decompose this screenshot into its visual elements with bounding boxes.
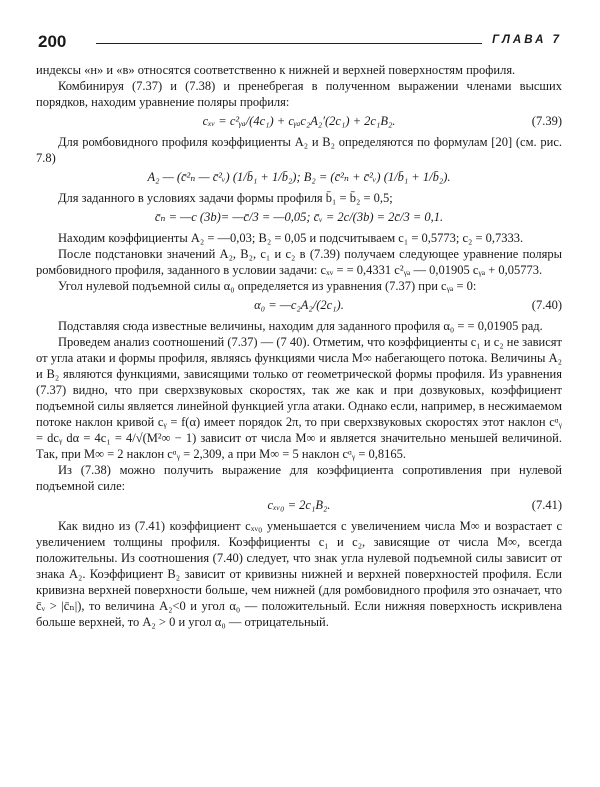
paragraph: Проведем анализ соотношений (7.37) — (7 40). Отметим, что коэффициенты c₁ и c₂ не зависят от угла атаки и формы профиля, являясь функциями числа M∞ набегающего потока. Величины A₂ и B₂ являются функциями, зависящими только от геометрической формы профиля. Из уравнения (7.37) видно, что при сверхзвуковых скоростях, так же как и при дозвуковых, коэффициент подъемной силы является линейной функцией угла атаки. Однако если, например, в несжимаемом потоке наклон кривой cᵧ = f(α) имеет порядок 2π, то при сверхзвуковых скоростях этот наклон cᵅᵧ = dcᵧ dα = 4c₁ = 4/√(M²∞ − 1) зависит от числа M∞ и является значительно меньшей величиной. Так, при M∞ = 2 наклон cᵅᵧ = 2,309, а при M∞ = 5 наклон cᵅᵧ = 0,8165. [36, 335, 562, 461]
paragraph: Подставляя сюда известные величины, находим для заданного профиля α₀ = = 0,01905 рад. [58, 319, 543, 333]
equation-expression: cₓᵥ₀ = 2c₁B₂. [267, 498, 331, 512]
equation-expression: A₂ — (c̄²ₙ — c̄²ᵥ) (1/b̄₁ + 1/b̄₂); B₂ = (c̄²ₙ + c̄²ᵥ) (1/b̄₁ + 1/b̄₂). [147, 170, 451, 184]
paragraph: Как видно из (7.41) коэффициент cₓᵥ₀ уменьшается с увеличением числа M∞ и возрастает с увеличением толщины профиля. Коэффициенты c₁ и c₂, зависящие от числа M∞, всегда положительны. Из соотношения (7.40) следует, что знак угла нулевой подъемной силы зависит от знака A₂. Коэффициент B₂ зависит от кривизны нижней и верхней поверхностей профиля. Если кривизна верхней поверхности больше, чем нижней (для ромбовидного профиля это означает, что c̄ᵥ > |c̄ₙ|), то величина A₂<0 и угол α₀ — положительный. Если нижняя поверхность искривлена больше верхней, то A₂ > 0 и угол α₀ — отрицательный. [36, 519, 562, 629]
paragraph: Находим коэффициенты A₂ = —0,03; B₂ = 0,05 и подсчитываем c₁ = 0,5773; c₂ = 0,7333. [58, 231, 524, 245]
page-number: 200 [38, 32, 67, 51]
page-header [36, 32, 562, 54]
equation-7-41 [36, 497, 562, 513]
equation-number: (7.39) [531, 114, 562, 128]
equation-expression: cₓᵥ = c²ᵧₐ/(4c₁) + cᵧₐc₂A₂′(2c₁) + 2c₁B₂. [202, 114, 396, 128]
paragraph: индексы «н» и «в» относятся соответственно к нижней и верхней поверхностям профиля. [36, 63, 516, 77]
paragraph: Угол нулевой подъемной силы α₀ определяется из уравнения (7.37) при cᵧₐ = 0: [58, 279, 477, 293]
equation-expression: c̄ₙ = —c (3b)= —c̄/3 = —0,05; c̄ᵥ = 2c/(3b) = 2c̄/3 = 0,1. [154, 210, 444, 224]
paragraph: Комбинируя (7.37) и (7.38) и пренебрегая в полученном выражении членами высших порядков, находим уравнение поляры профиля: [36, 79, 562, 109]
equation-c-values [36, 209, 562, 225]
equation-a2-b2 [36, 169, 562, 185]
equation-expression: α₀ = —c₂A₂/(2c₁). [254, 298, 344, 312]
paragraph: Для ромбовидного профиля коэффициенты A₂ и B₂ определяются по формулам [20] (см. рис. 7.8) [36, 135, 562, 165]
paragraph: Для заданного в условиях задачи формы профиля b̄₁ = b̄₂ = 0,5; [58, 191, 393, 205]
paragraph: После подстановки значений A₂, B₂, c₁ и c₂ в (7.39) получаем следующее уравнение поляры ромбовидного профиля, заданного в условии задачи: cₓᵥ = = 0,4331 c²ᵧₐ — 0,01905 cᵧₐ + 0,05773. [36, 247, 562, 277]
page-body [36, 62, 562, 630]
chapter-title: ГЛАВА 7 [492, 34, 562, 46]
equation-number: (7.40) [531, 298, 562, 312]
equation-7-40 [36, 297, 562, 313]
equation-7-39 [36, 113, 562, 129]
paragraph: Из (7.38) можно получить выражение для коэффициента сопротивления при нулевой подъемной силе: [36, 463, 562, 493]
header-rule [96, 43, 482, 44]
equation-number: (7.41) [531, 498, 562, 512]
